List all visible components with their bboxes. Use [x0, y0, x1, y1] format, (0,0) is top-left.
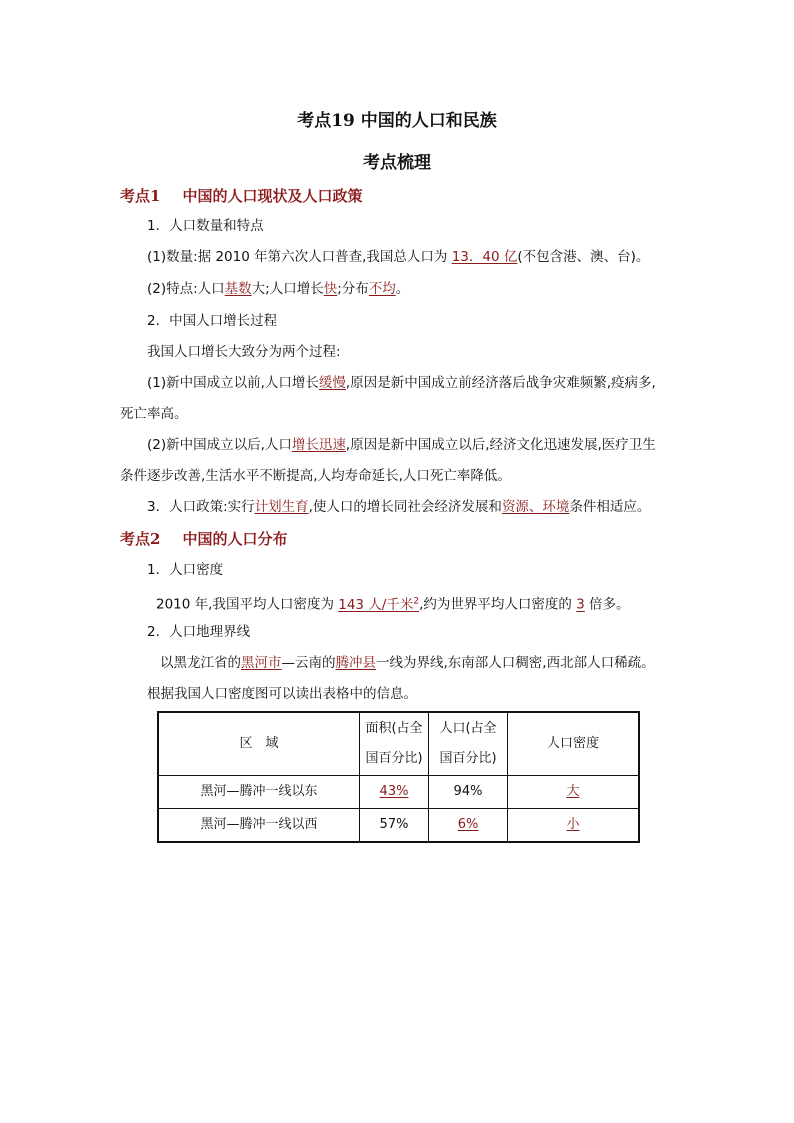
- answer-blank: 不均: [368, 281, 396, 297]
- section-number: 考点2: [120, 530, 161, 548]
- answer-blank: 增长迅速: [291, 437, 346, 453]
- item-heading: 2．中国人口增长过程: [147, 313, 278, 329]
- page-title: 考点19 中国的人口和民族: [297, 111, 497, 131]
- paragraph: 3．人口政策:实行计划生育,使人口的增长同社会经济发展和资源、环境条件相适应。: [147, 499, 651, 515]
- cell-region: 黑河—腾冲一线以西: [158, 809, 360, 843]
- paragraph: 2010 年,我国平均人口密度为 143 人/千米$^2$,约为世界平均人口密度的 3 倍多。: [156, 596, 630, 613]
- answer-blank: 13．40 亿: [451, 249, 518, 265]
- answer-blank: 资源、环境: [501, 499, 570, 515]
- cell-area: 43%: [360, 776, 429, 809]
- section-number: 考点1: [120, 187, 161, 205]
- population-table: [157, 711, 640, 843]
- answer-blank: 快: [323, 281, 338, 297]
- paragraph: (2)新中国成立以后,人口增长迅速,原因是新中国成立以后,经济文化迅速发展,医疗卫生: [147, 437, 656, 453]
- item-heading: 1．人口密度: [147, 562, 224, 578]
- cell-population: 6%: [429, 809, 508, 843]
- section-title: 中国的人口现状及人口政策: [182, 187, 363, 205]
- answer-blank: 143 人/千米$^2$: [338, 596, 420, 613]
- paragraph: (1)新中国成立以前,人口增长缓慢,原因是新中国成立前经济落后战争灾难频繁,疫病多,: [147, 375, 656, 391]
- paragraph-continued: 条件逐步改善,生活水平不断提高,人均寿命延长,人口死亡率降低。: [120, 468, 511, 484]
- cell-population: 94%: [429, 776, 508, 809]
- cell-area: 57%: [360, 809, 429, 843]
- cell-region: 黑河—腾冲一线以东: [158, 776, 360, 809]
- table-row: [158, 809, 639, 843]
- section-heading-2: [120, 528, 287, 549]
- paragraph: 我国人口增长大致分为两个过程:: [147, 344, 341, 360]
- item-heading: 1．人口数量和特点: [147, 218, 264, 234]
- paragraph-continued: 死亡率高。: [120, 406, 188, 422]
- paragraph: (1)数量:据 2010 年第六次人口普查,我国总人口为 13．40 亿(不包含港、澳、台)。: [147, 249, 650, 265]
- table-header-row: [158, 712, 639, 776]
- answer-blank: 基数: [224, 281, 252, 297]
- answer-blank: 计划生育: [254, 499, 309, 515]
- section-title: 中国的人口分布: [182, 530, 288, 548]
- header-area: 面积(占全 国百分比): [360, 712, 429, 776]
- header-region: 区 域: [158, 712, 360, 776]
- header-density: 人口密度: [508, 712, 640, 776]
- answer-blank: 3: [576, 596, 585, 613]
- cell-density: 大: [508, 776, 640, 809]
- cell-density: 小: [508, 809, 640, 843]
- answer-blank: 黑河市: [241, 655, 282, 671]
- page-subtitle: 考点梳理: [363, 153, 431, 173]
- paragraph: (2)特点:人口基数大;人口增长快;分布不均。: [147, 281, 410, 297]
- paragraph: 根据我国人口密度图可以读出表格中的信息。: [147, 686, 417, 702]
- answer-blank: 腾冲县: [335, 655, 376, 671]
- answer-blank: 缓慢: [318, 375, 346, 391]
- header-population: 人口(占全 国百分比): [429, 712, 508, 776]
- item-heading: 2．人口地理界线: [147, 624, 251, 640]
- section-heading-1: [120, 185, 362, 206]
- paragraph: 以黑龙江省的黑河市—云南的腾冲县一线为界线,东南部人口稠密,西北部人口稀疏。: [160, 655, 655, 671]
- table-row: [158, 776, 639, 809]
